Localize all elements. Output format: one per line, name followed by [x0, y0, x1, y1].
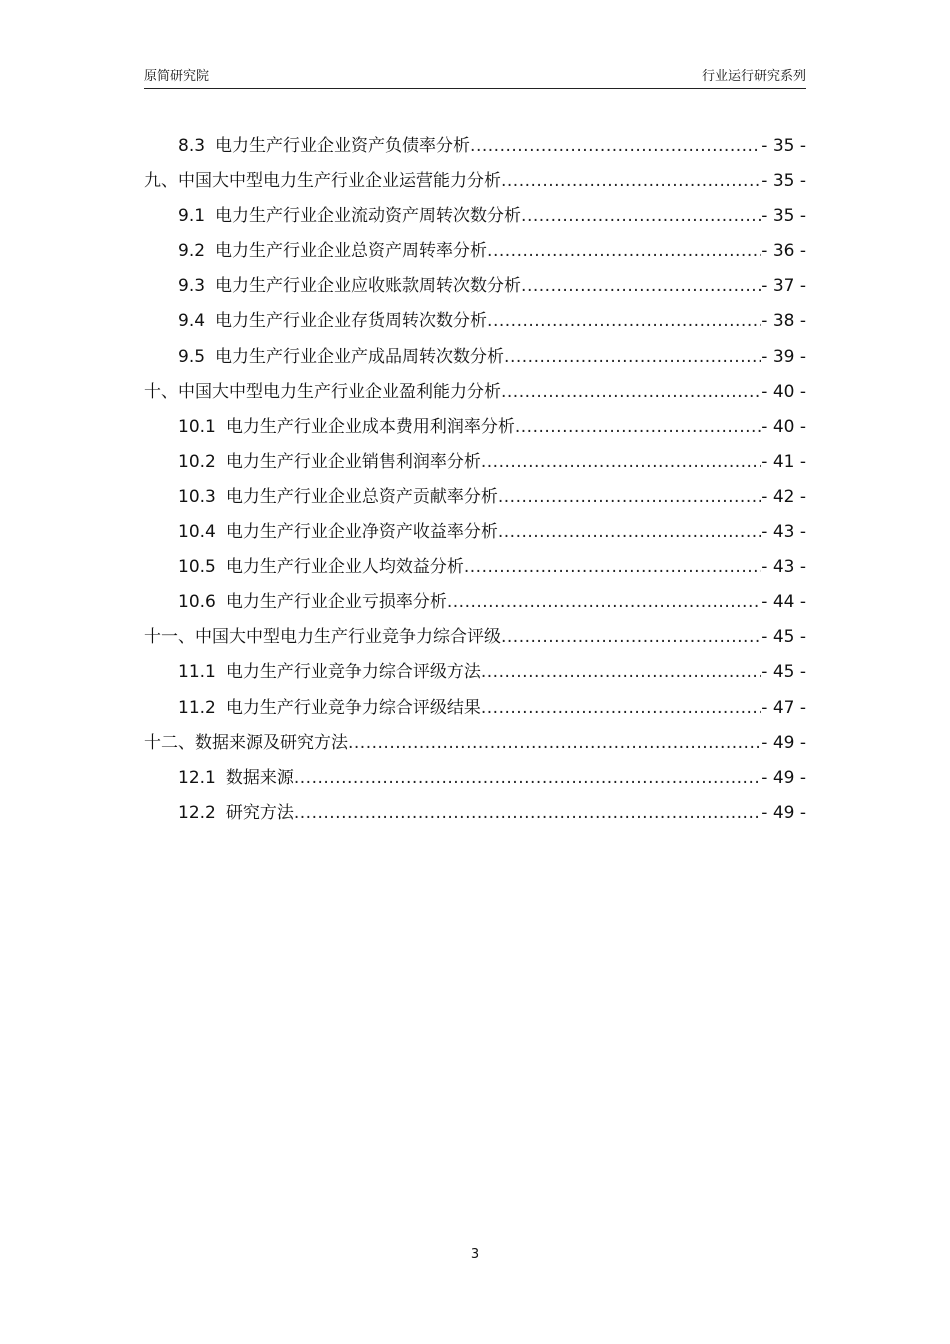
toc-entry-title: 电力生产行业竞争力综合评级结果: [225, 697, 481, 718]
toc-entry-title: 电力生产行业竞争力综合评级方法: [225, 662, 481, 683]
toc-entry-title: 十、中国大中型电力生产行业企业盈利能力分析: [144, 381, 501, 402]
toc-entry-number: 9.3: [178, 276, 206, 297]
toc-dot-leader: [521, 269, 761, 304]
toc-entry[interactable]: [144, 269, 806, 304]
toc-entry-title: 电力生产行业企业销售利润率分析: [225, 451, 481, 472]
toc-entry-page: - 49 -: [761, 732, 806, 753]
toc-entry[interactable]: [144, 655, 806, 690]
toc-entry[interactable]: [144, 375, 806, 410]
toc-entry-title: 电力生产行业企业应收账款周转次数分析: [215, 276, 522, 297]
toc-dot-leader: [464, 550, 761, 585]
toc-entry-title: 电力生产行业企业成本费用利润率分析: [225, 416, 515, 437]
toc-entry-title: 电力生产行业企业资产负债率分析: [215, 136, 471, 156]
toc-entry-page: - 36 -: [761, 241, 806, 262]
toc-dot-leader: [294, 796, 761, 831]
toc-entry-title: 电力生产行业企业总资产周转率分析: [215, 241, 488, 262]
toc-entry-page: - 38 -: [761, 311, 806, 332]
toc-entry-page: - 49 -: [761, 767, 806, 788]
toc-entry[interactable]: [144, 585, 806, 620]
toc-entry[interactable]: [144, 340, 806, 375]
toc-dot-leader: [447, 585, 761, 620]
page-number: 3: [470, 1247, 480, 1262]
toc-entry[interactable]: [144, 515, 806, 550]
toc-dot-leader: [481, 655, 761, 690]
toc-entry[interactable]: [144, 620, 806, 655]
table-of-contents: [144, 129, 806, 831]
toc-dot-leader: [487, 304, 761, 339]
toc-entry-page: - 45 -: [761, 662, 806, 683]
toc-entry[interactable]: [144, 691, 806, 726]
toc-entry-title: 电力生产行业企业存货周转次数分析: [215, 311, 488, 332]
toc-entry[interactable]: [144, 726, 806, 761]
toc-dot-leader: [501, 164, 761, 199]
toc-entry-number: 9.2: [178, 241, 206, 262]
toc-entry-page: - 39 -: [761, 346, 806, 367]
toc-entry-number: 9.5: [178, 346, 206, 367]
toc-entry-title: 电力生产行业企业亏损率分析: [225, 592, 447, 613]
toc-dot-leader: [501, 620, 761, 655]
toc-entry-number: 10.6: [178, 592, 216, 613]
toc-dot-leader: [470, 129, 761, 164]
toc-entry-page: - 45 -: [761, 627, 806, 648]
toc-entry-number: 10.3: [178, 486, 216, 507]
toc-dot-leader: [294, 761, 761, 796]
toc-entry-page: - 40 -: [761, 416, 806, 437]
toc-dot-leader: [504, 340, 761, 375]
toc-dot-leader: [487, 234, 761, 269]
toc-dot-leader: [515, 410, 761, 445]
toc-entry[interactable]: [144, 164, 806, 199]
toc-entry-title: 数据来源: [225, 767, 294, 788]
toc-entry-number: 10.1: [178, 416, 216, 437]
toc-entry-title: 十二、数据来源及研究方法: [144, 732, 348, 753]
toc-entry-page: - 35 -: [761, 206, 806, 227]
toc-entry-title: 九、中国大中型电力生产行业企业运营能力分析: [144, 171, 501, 192]
toc-entry-page: - 41 -: [761, 451, 806, 472]
toc-entry-number: 11.2: [178, 697, 216, 718]
toc-entry-title: 电力生产行业企业人均效益分析: [225, 557, 464, 578]
toc-dot-leader: [521, 199, 761, 234]
toc-entry-number: 11.1: [178, 662, 216, 683]
toc-entry-title: 电力生产行业企业净资产收益率分析: [225, 522, 498, 543]
toc-entry-number: 9.4: [178, 311, 206, 332]
toc-entry[interactable]: [144, 761, 806, 796]
toc-entry[interactable]: [144, 199, 806, 234]
toc-entry-number: 9.1: [178, 206, 206, 227]
page-header: [144, 66, 806, 89]
toc-entry-title: 电力生产行业企业总资产贡献率分析: [225, 486, 498, 507]
toc-entry[interactable]: [144, 796, 806, 831]
header-series: 行业运行研究系列: [701, 69, 806, 84]
toc-entry-page: - 47 -: [761, 697, 806, 718]
toc-entry-number: 12.2: [178, 802, 216, 823]
toc-entry-number: 12.1: [178, 767, 216, 788]
toc-entry-number: 10.2: [178, 451, 216, 472]
toc-entry-number: 10.4: [178, 522, 216, 543]
toc-entry[interactable]: [144, 304, 806, 339]
toc-dot-leader: [498, 480, 761, 515]
toc-entry[interactable]: [144, 445, 806, 480]
toc-entry-title: 电力生产行业企业流动资产周转次数分析: [215, 206, 522, 227]
toc-entry-page: - 35 -: [761, 171, 806, 192]
toc-entry[interactable]: [144, 480, 806, 515]
toc-entry-page: - 43 -: [761, 557, 806, 578]
toc-entry-page: - 35 -: [761, 136, 806, 156]
toc-entry-title: 电力生产行业企业产成品周转次数分析: [215, 346, 505, 367]
toc-entry[interactable]: [144, 410, 806, 445]
toc-entry-number: 8.3: [178, 136, 206, 156]
toc-dot-leader: [498, 515, 761, 550]
toc-dot-leader: [348, 726, 761, 761]
toc-entry-page: - 37 -: [761, 276, 806, 297]
header-publisher: 原简研究院: [144, 69, 210, 84]
toc-entry-page: - 42 -: [761, 486, 806, 507]
toc-entry[interactable]: [144, 550, 806, 585]
toc-entry-number: 10.5: [178, 557, 216, 578]
toc-dot-leader: [481, 691, 761, 726]
toc-entry[interactable]: [144, 129, 806, 164]
toc-entry-title: 十一、中国大中型电力生产行业竞争力综合评级: [144, 627, 501, 648]
toc-entry-page: - 40 -: [761, 381, 806, 402]
toc-dot-leader: [501, 375, 761, 410]
toc-entry-page: - 49 -: [761, 802, 806, 823]
toc-entry-page: - 44 -: [761, 592, 806, 613]
toc-entry-page: - 43 -: [761, 522, 806, 543]
toc-entry-title: 研究方法: [225, 802, 294, 823]
toc-entry[interactable]: [144, 234, 806, 269]
toc-dot-leader: [481, 445, 761, 480]
